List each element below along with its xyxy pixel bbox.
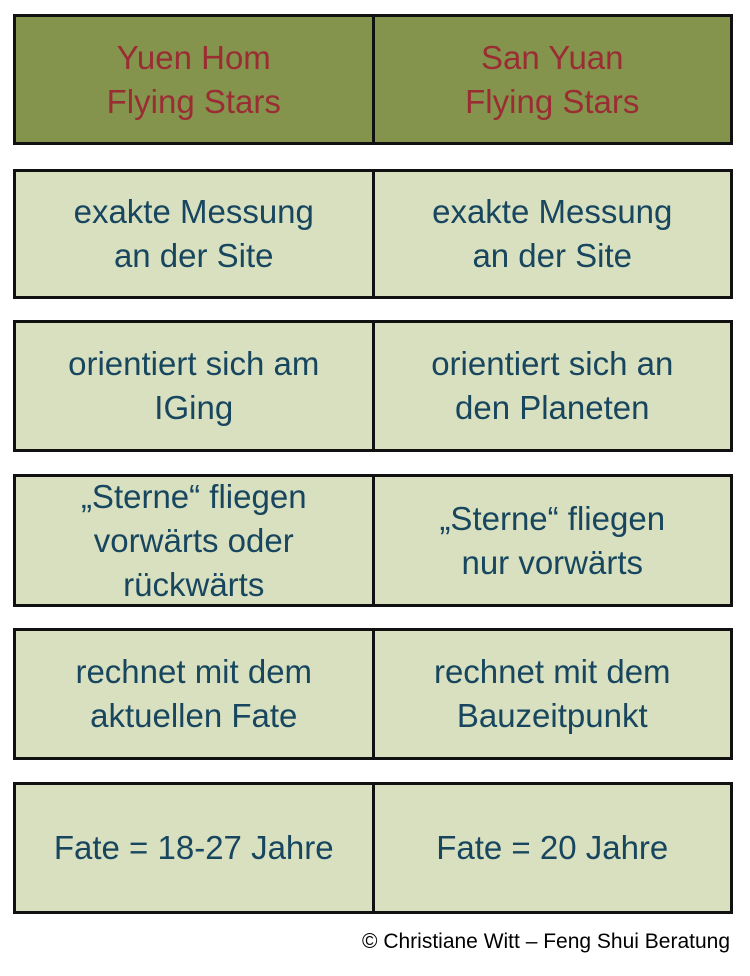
table-cell: [16, 323, 372, 449]
table-cell: [16, 172, 372, 296]
header-label: Yuen Hom Flying Stars: [106, 38, 281, 120]
table-row: [13, 628, 733, 760]
cell-text: exakte Messung an der Site: [432, 193, 673, 274]
table-cell: [372, 631, 731, 757]
table-cell: [372, 323, 731, 449]
table-cell: [372, 477, 731, 604]
table-cell: [16, 631, 372, 757]
header-cell-san-yuan: [372, 17, 731, 142]
cell-text: Fate = 18-27 Jahre: [53, 829, 334, 866]
cell-text: rechnet mit dem aktuellen Fate: [75, 653, 313, 734]
header-cell-yuen-hom: [16, 17, 372, 142]
table-cell: [16, 785, 372, 911]
cell-text: exakte Messung an der Site: [73, 193, 314, 274]
table-header-row: [13, 14, 733, 145]
table-cell: [16, 477, 372, 604]
table-row: [13, 782, 733, 914]
table-cell: [372, 172, 731, 296]
copyright-footer: © Christiane Witt – Feng Shui Beratung: [362, 930, 730, 953]
table-row: [13, 320, 733, 452]
header-label: San Yuan Flying Stars: [465, 38, 640, 120]
cell-text: orientiert sich an den Planeten: [431, 345, 674, 426]
cell-text: „Sterne“ fliegen vorwärts oder rückwärts: [80, 477, 307, 603]
table-cell: [372, 785, 731, 911]
cell-text: rechnet mit dem Bauzeitpunkt: [433, 653, 671, 734]
cell-text: Fate = 20 Jahre: [436, 829, 669, 866]
cell-text: orientiert sich am IGing: [68, 345, 320, 426]
cell-text: „Sterne“ fliegen nur vorwärts: [439, 499, 666, 581]
table-row: [13, 474, 733, 607]
table-row: [13, 169, 733, 299]
